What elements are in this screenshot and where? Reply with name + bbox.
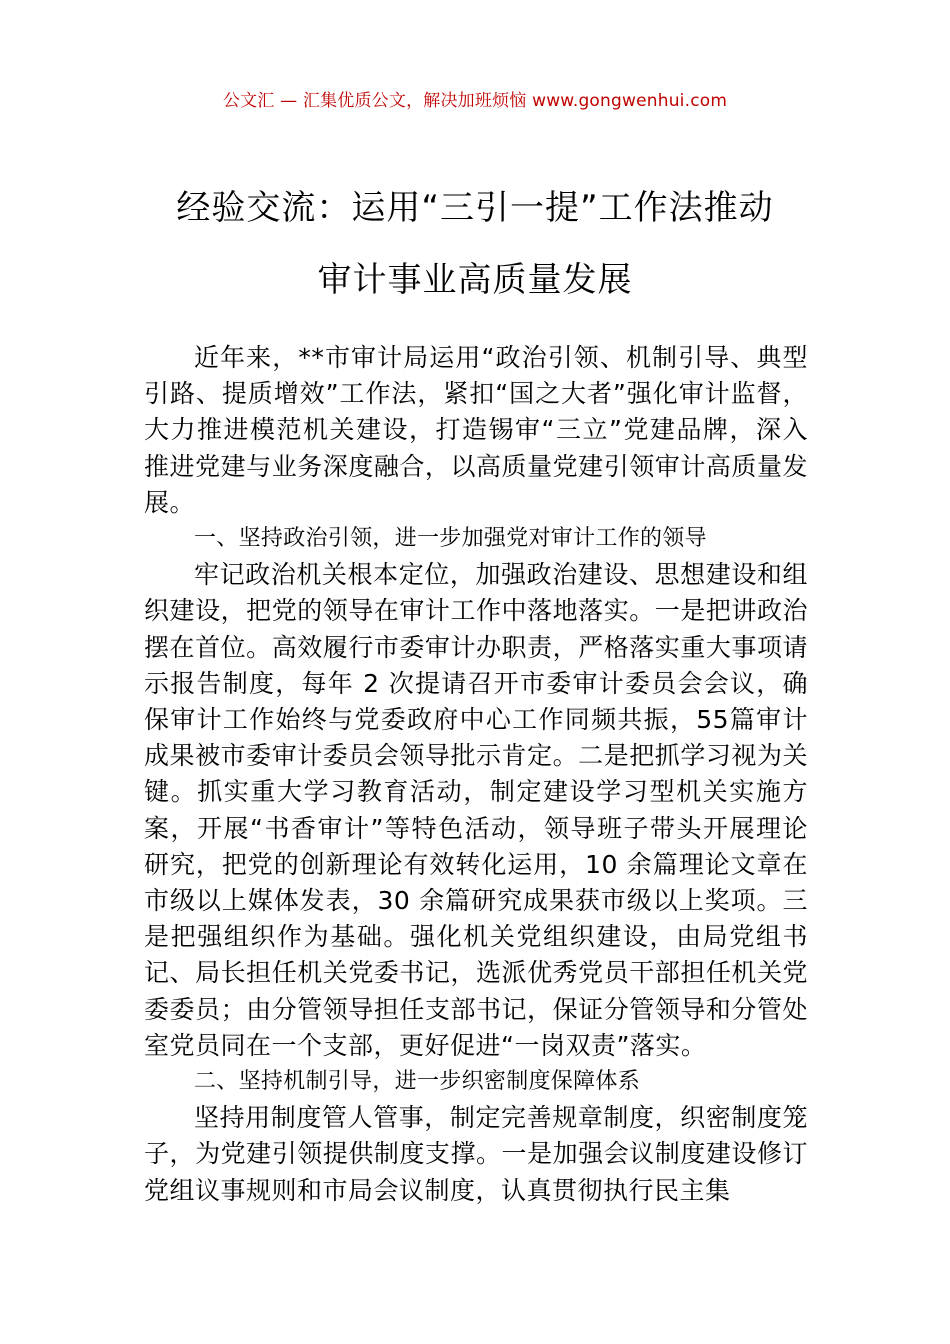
section1-heading: 一、坚持政治引领，进一步加强党对审计工作的领导 bbox=[194, 526, 707, 552]
document-title-line2: 审计事业高质量发展 bbox=[317, 260, 633, 300]
section2-heading: 二、坚持机制引导，进一步织密制度保障体系 bbox=[194, 1069, 641, 1095]
header-banner: 公文汇 — 汇集优质公文，解决加班烦恼 www.gongwenhui.com bbox=[222, 91, 728, 111]
section2-paragraph: 坚持用制度管人管事，制定完善规章制度，织密制度笼子，为党建引领提供制度支撑。一是加强会议制度建设修订党组议事规则和市局会议制度，认真贯彻执行民主集 bbox=[144, 1103, 808, 1205]
document-title-line1: 经验交流：运用“三引一提”工作法推动 bbox=[176, 188, 774, 228]
intro-paragraph: 近年来，**市审计局运用“政治引领、机制引导、典型引路、提质增效”工作法，紧扣“国之大者”强化审计监督，大力推进模范机关建设，打造锡审“三立”党建品牌，深入推进党建与业务深度融合，以高质量党建引领审计高质量发展。 bbox=[144, 343, 808, 517]
section1-paragraph: 牢记政治机关根本定位，加强政治建设、思想建设和组织建设，把党的领导在审计工作中落地落实。一是把讲政治摆在首位。高效履行市委审计办职责，严格落实重大事项请示报告制度，每年 2 次提请召开市委审计委员会会议，确保审计工作始终与党委政府中心工作同频共振，55篇审计成果被市委审计委员会领导批示肯定。二是把抓学习视为关键。抓实重大学习教育活动，制定建设学习型机关实施方案，开展“书香审计”等特色活动，领导班子带头开展理论研究，把党的创新理论有效转化运用，10 余篇理论文章在市级以上媒体发表，30 余篇研究成果获市级以上奖项。三是把强组织作为基础。强化机关党组织建设，由局党组书记、局长担任机关党委书记，选派优秀党员干部担任机关党委委员；由分管领导担任支部书记，保证分管领导和分管处室党员同在一个支部，更好促进“一岗双责”落实。 bbox=[144, 560, 808, 1060]
document-body bbox=[144, 340, 808, 1209]
